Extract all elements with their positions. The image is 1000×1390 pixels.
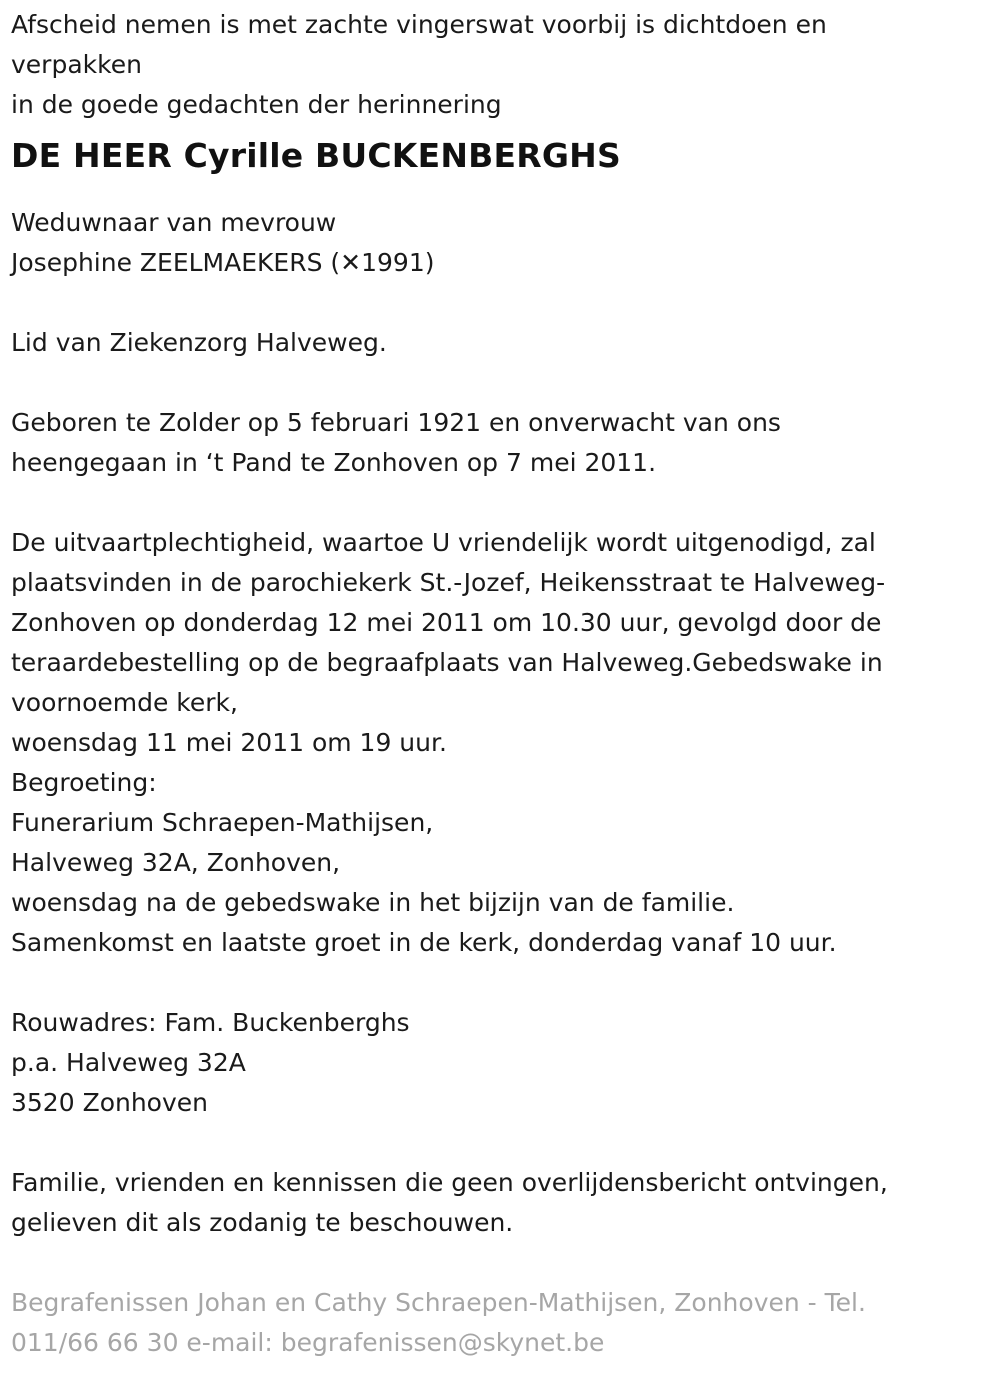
motto-line: verpakken	[11, 50, 142, 79]
spacer	[11, 963, 971, 1003]
widower-info	[11, 203, 971, 283]
ceremony-info	[11, 523, 971, 963]
spacer	[11, 283, 971, 323]
motto-line: in de goede gedachten der herinnering	[11, 90, 502, 119]
undertaker-footer	[11, 1283, 971, 1363]
ceremony-line: plaatsvinden in de parochiekerk St.-Jozef, Heikensstraat te Halveweg-	[11, 568, 886, 598]
ceremony-line: teraardebestelling op de begraafplaats van Halveweg.Gebedswake in	[11, 648, 883, 678]
motto	[11, 5, 971, 125]
undertaker-line: Begrafenissen Johan en Cathy Schraepen-Mathijsen, Zonhoven - Tel.	[11, 1288, 866, 1318]
funeral-home-line: Funerarium Schraepen-Mathijsen,	[11, 808, 434, 838]
greeting-time-line: woensdag na de gebedswake in het bijzijn van de familie.	[11, 888, 735, 918]
obituary-notice	[11, 5, 971, 1363]
gathering-line: Samenkomst en laatste groet in de kerk, donderdag vanaf 10 uur.	[11, 928, 837, 958]
funeral-home-address: Halveweg 32A, Zonhoven,	[11, 848, 341, 878]
closing-note	[11, 1163, 971, 1243]
spacer	[11, 483, 971, 523]
birth-death-line: heengegaan in ‘t Pand te Zonhoven op 7 mei 2011.	[11, 448, 657, 478]
motto-line: Afscheid nemen is met zachte vingerswat voorbij is dichtdoen en	[11, 10, 827, 39]
closing-line: Familie, vrienden en kennissen die geen overlijdensbericht ontvingen,	[11, 1168, 888, 1198]
membership-line: Lid van Ziekenzorg Halveweg.	[11, 328, 387, 358]
closing-line: gelieven dit als zodanig te beschouwen.	[11, 1208, 514, 1238]
spacer	[11, 1243, 971, 1283]
undertaker-contact-line: 011/66 66 30 e-mail: begrafenissen@skynet.be	[11, 1328, 605, 1358]
mourning-address	[11, 1003, 971, 1123]
greeting-label: Begroeting:	[11, 768, 157, 798]
birth-death-line: Geboren te Zolder op 5 februari 1921 en onverwacht van ons	[11, 408, 781, 438]
spouse-line: Josephine ZEELMAEKERS (✕1991)	[11, 248, 435, 278]
mourning-address-line: p.a. Halveweg 32A	[11, 1048, 246, 1078]
spacer	[11, 363, 971, 403]
ceremony-line: voornoemde kerk,	[11, 688, 238, 718]
spacer	[11, 1123, 971, 1163]
mourning-address-line: Rouwadres: Fam. Buckenberghs	[11, 1008, 410, 1038]
vigil-line: woensdag 11 mei 2011 om 19 uur.	[11, 728, 447, 758]
ceremony-line: Zonhoven op donderdag 12 mei 2011 om 10.30 uur, gevolgd door de	[11, 608, 882, 638]
deceased-name-heading: DE HEER Cyrille BUCKENBERGHS	[11, 136, 621, 175]
widower-line: Weduwnaar van mevrouw	[11, 208, 337, 238]
birth-death-info	[11, 403, 971, 483]
ceremony-line: De uitvaartplechtigheid, waartoe U vriendelijk wordt uitgenodigd, zal	[11, 528, 876, 558]
mourning-address-line: 3520 Zonhoven	[11, 1088, 208, 1118]
